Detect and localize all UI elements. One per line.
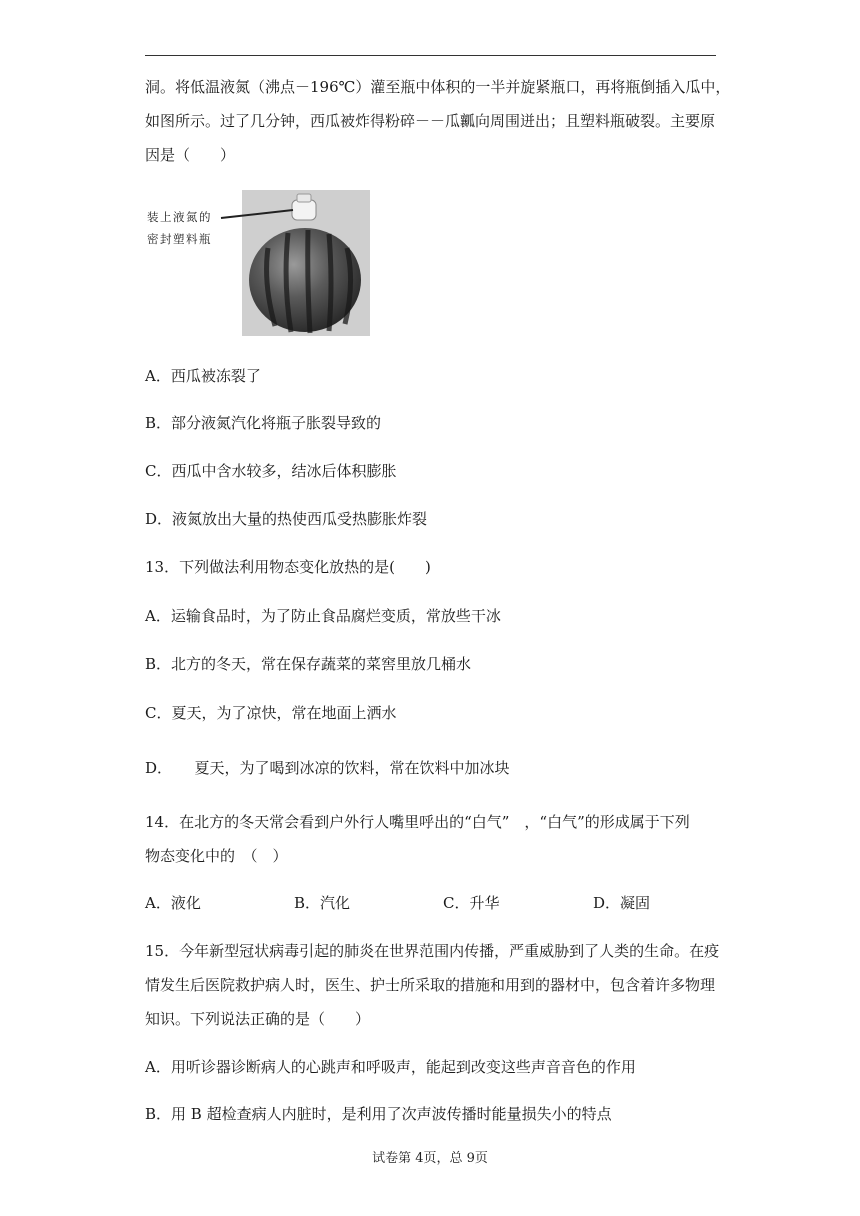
q13-option-a: A．运输食品时，为了防止食品腐烂变质，常放些干冰 bbox=[145, 607, 501, 625]
q14-option-b: B．汽化 bbox=[294, 894, 351, 912]
q14-option-d: D．凝固 bbox=[593, 894, 651, 912]
q12-option-b: B．部分液氮汽化将瓶子胀裂导致的 bbox=[145, 414, 382, 432]
q15-stem-line-3: 知识。下列说法正确的是（ ） bbox=[145, 1010, 371, 1028]
q15-stem-line-2: 情发生后医院救护病人时，医生、护士所采取的措施和用到的器材中，包含着许多物理 bbox=[145, 976, 716, 994]
q12-stem-line-1: 洞。将低温液氮（沸点－196℃）灌至瓶中体积的一半并旋紧瓶口，再将瓶倒插入瓜中， bbox=[145, 78, 731, 96]
q13-option-b: B．北方的冬天，常在保存蔬菜的菜窖里放几桶水 bbox=[145, 655, 472, 673]
q13-stem: 13．下列做法利用物态变化放热的是( ) bbox=[145, 558, 431, 576]
q13-option-d: D． 夏天，为了喝到冰凉的饮料，常在饮料中加冰块 bbox=[145, 759, 510, 777]
header-rule bbox=[145, 55, 716, 56]
watermelon-photo bbox=[145, 188, 375, 338]
page-footer: 试卷第 4页，总 9页 bbox=[372, 1151, 488, 1166]
q14-stem-line-1: 14．在北方的冬天常会看到户外行人嘴里呼出的“白气” ，“白气”的形成属于下列 bbox=[145, 813, 690, 831]
q14-stem-line-2: 物态变化中的 （ ） bbox=[145, 847, 288, 865]
q12-option-a: A．西瓜被冻裂了 bbox=[145, 367, 261, 385]
q12-stem-line-3: 因是（ ） bbox=[145, 146, 236, 164]
q14-option-c: C．升华 bbox=[443, 894, 500, 912]
q12-option-c: C．西瓜中含水较多，结冰后体积膨胀 bbox=[145, 462, 397, 480]
figure-label-line-1: 装上液氮的 bbox=[147, 210, 212, 224]
q12-stem-line-2: 如图所示。过了几分钟，西瓜被炸得粉碎－－瓜瓤向周围迸出；且塑料瓶破裂。主要原 bbox=[145, 112, 716, 130]
watermelon-figure bbox=[145, 188, 375, 338]
q12-option-d: D．液氮放出大量的热使西瓜受热膨胀炸裂 bbox=[145, 510, 428, 528]
q15-stem-line-1: 15．今年新型冠状病毒引起的肺炎在世界范围内传播，严重威胁到了人类的生命。在疫 bbox=[145, 942, 720, 960]
figure-label-line-2: 密封塑料瓶 bbox=[147, 232, 212, 246]
q15-option-b: B．用 B 超检查病人内脏时，是利用了次声波传播时能量损失小的特点 bbox=[145, 1105, 612, 1123]
q13-option-c: C．夏天，为了凉快，常在地面上洒水 bbox=[145, 704, 397, 722]
q14-option-a: A．液化 bbox=[145, 894, 201, 912]
q15-option-a: A．用听诊器诊断病人的心跳声和呼吸声，能起到改变这些声音音色的作用 bbox=[145, 1058, 636, 1076]
